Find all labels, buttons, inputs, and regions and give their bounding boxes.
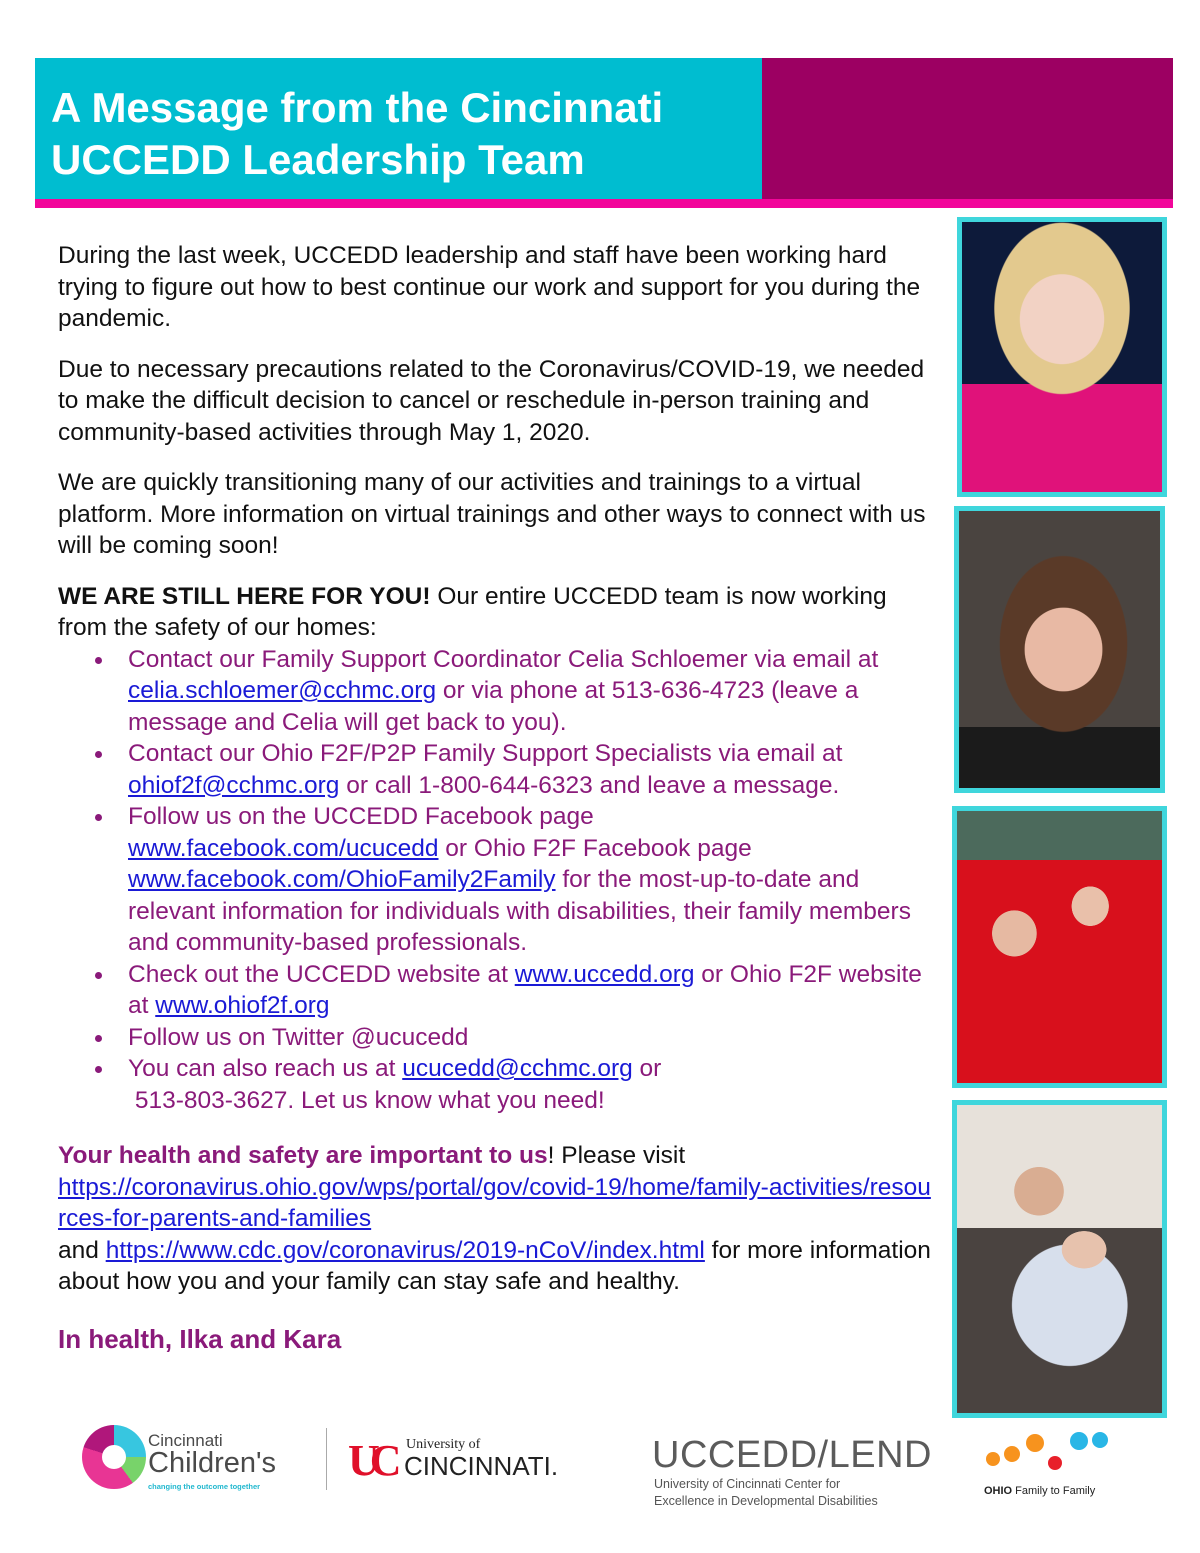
paragraph-health: Your health and safety are important to us! Please visit https://coronavirus.ohio.gov/wps/portal/gov/covid-19/home/family-activities/resources-for-parents-and-families and https://www.cdc.gov/coronavirus/2019-nCoV/index.html for more information about how you and your family can stay safe and healthy. (58, 1142, 931, 1295)
signoff: In health, Ilka and Kara (58, 1323, 342, 1354)
list-item: Contact our Ohio F2F/P2P Family Support Specialists via email at ohiof2f@cchmc.org or call 1-800-644-6323 and leave a message. (128, 738, 938, 801)
list-item: Follow us on Twitter @ucucedd (128, 1022, 938, 1054)
message-body (58, 240, 938, 1374)
website-link-ohiof2f[interactable]: www.ohiof2f.org (155, 992, 330, 1019)
photo-leader-2 (954, 506, 1165, 793)
family-figure-icon (1004, 1446, 1020, 1462)
cincinnati-childrens-logo: Cincinnati Children's changing the outcome together (82, 1425, 322, 1500)
uccedd-lend-logo: UCCEDD/LEND University of Cincinnati Center for Excellence in Developmental Disabilities (652, 1434, 932, 1508)
photo-family-ballpark (952, 806, 1167, 1088)
header-banner-purple (762, 58, 1173, 199)
list-item: Follow us on the UCCEDD Facebook page www.facebook.com/ucucedd or Ohio F2F Facebook page www.facebook.com/OhioFamily2Family for the most-up-to-date and relevant information for individuals with disabilities, their family members and community-based professionals. (128, 801, 938, 959)
family-figure-icon (1070, 1432, 1088, 1450)
header-underline (35, 199, 1173, 208)
ohio-family-to-family-logo: OHIO Family to Family (982, 1430, 1132, 1500)
heart-icon (1048, 1456, 1062, 1470)
paragraph-cancellation: Due to necessary precautions related to the Coronavirus/COVID-19, we needed to make the difficult decision to cancel or reschedule in-person training and community-based activities through May 1, 2020. (58, 355, 925, 446)
paragraph-still-here: WE ARE STILL HERE FOR YOU! Our entire UCCEDD team is now working from the safety of our homes: (58, 582, 887, 641)
ohio-coronavirus-link[interactable]: https://coronavirus.ohio.gov/wps/portal/gov/covid-19/home/family-activities/resources-for-parents-and-families (58, 1173, 931, 1232)
list-item: Contact our Family Support Coordinator Celia Schloemer via email at celia.schloemer@cchmc.org or via phone at 513-636-4723 (leave a message and Celia will get back to you). (128, 644, 938, 739)
family-figure-icon (1026, 1434, 1044, 1452)
cdc-coronavirus-link[interactable]: https://www.cdc.gov/coronavirus/2019-nCoV/index.html (105, 1236, 705, 1264)
website-link-uccedd[interactable]: www.uccedd.org (514, 960, 695, 988)
footer-logos (0, 1420, 1200, 1520)
list-item: Check out the UCCEDD website at www.uccedd.org or Ohio F2F website at www.ohiof2f.org (128, 959, 938, 1022)
email-link-ohiof2f[interactable]: ohiof2f@cchmc.org (128, 771, 340, 799)
logo-divider (326, 1428, 327, 1490)
paragraph-virtual: We are quickly transitioning many of our activities and trainings to a virtual platform. More information on virtual trainings and other ways to connect with us will be coming soon! (58, 469, 926, 559)
facebook-link-ohiofamily2family[interactable]: www.facebook.com/OhioFamily2Family (128, 866, 556, 893)
email-link-celia[interactable]: celia.schloemer@cchmc.org (128, 677, 437, 704)
uc-monogram-icon: UC (348, 1436, 392, 1485)
facebook-link-ucucedd[interactable]: www.facebook.com/ucucedd (128, 834, 439, 862)
page-title: A Message from the Cincinnati UCCEDD Leadership Team (51, 84, 664, 183)
childrens-swirl-icon (82, 1425, 146, 1489)
paragraph-intro: During the last week, UCCEDD leadership and staff have been working hard trying to figure out how to best continue our work and support for you during the pandemic. (58, 242, 921, 332)
photo-mother-baby (952, 1100, 1167, 1418)
contact-list (58, 644, 938, 1117)
list-item: You can also reach us at ucucedd@cchmc.org or 513-803-3627. Let us know what you need! (128, 1053, 938, 1116)
family-figure-icon (1092, 1432, 1108, 1448)
family-figures-icon (986, 1452, 1000, 1466)
photo-leader-1 (957, 217, 1167, 497)
email-link-ucucedd[interactable]: ucucedd@cchmc.org (402, 1055, 633, 1082)
university-of-cincinnati-logo: UC University of CINCINNATI. (348, 1436, 559, 1485)
